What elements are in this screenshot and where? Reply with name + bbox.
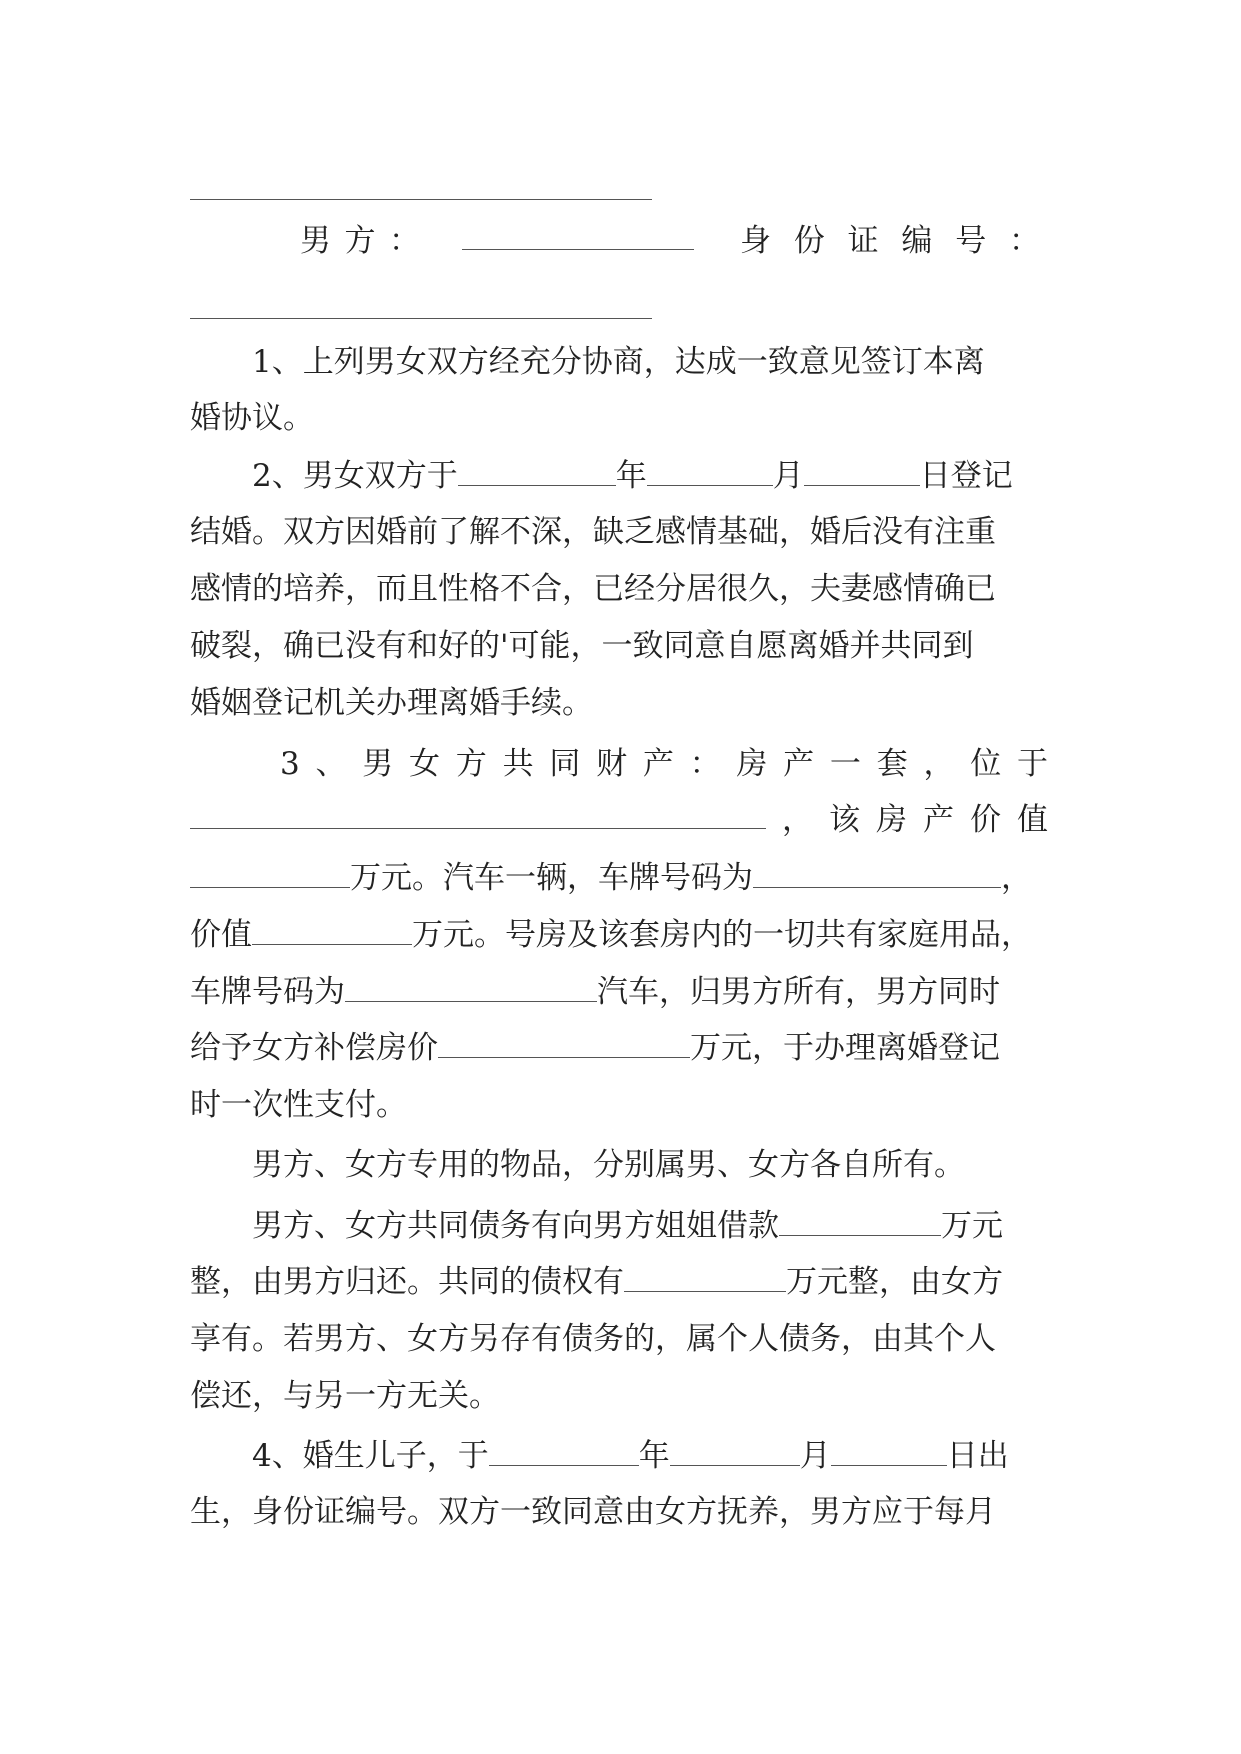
signature-underline (190, 199, 652, 200)
male-label: 男 方 ： (300, 223, 420, 259)
debt-amount-blank (779, 1207, 941, 1236)
male-name-blank (462, 221, 694, 250)
plate-number-blank (753, 859, 1001, 888)
paragraph-3-line-5: 车牌号码为 汽车，归男方所有，男方同时 (190, 974, 1000, 1010)
paragraph-5-line-4: 偿还，与另一方无关。 (190, 1378, 500, 1414)
paragraph-3-line-6: 给予女方补偿房价 万元，于办理离婚登记 (190, 1030, 1000, 1066)
marriage-year-blank (458, 457, 616, 486)
paragraph-3-line-4: 价值 万元。号房及该套房内的一切共有家庭用品， (190, 917, 1032, 953)
paragraph-5-line-3: 享有。若男方、女方另存有债务的，属个人债务，由其个人 (190, 1321, 996, 1357)
paragraph-2-line-4: 破裂，确已没有和好的'可能，一致同意自愿离婚并共同到 (190, 628, 974, 664)
car-value-blank (252, 916, 412, 945)
property-value-blank (190, 859, 350, 888)
paragraph-2-line-2: 结婚。双方因婚前了解不深，缺乏感情基础，婚后没有注重 (190, 514, 996, 550)
paragraph-5-line-1: 男方、女方共同债务有向男方姐姐借款 万元 (252, 1208, 1003, 1244)
birth-year-blank (489, 1437, 639, 1466)
birth-month-blank (670, 1437, 800, 1466)
paragraph-3-line-7: 时一次性支付。 (190, 1087, 407, 1123)
paragraph-1-line-2: 婚协议。 (190, 400, 314, 436)
id-number-underline (190, 318, 652, 319)
credit-amount-blank (624, 1263, 786, 1292)
paragraph-3-line-1: 3 、 男 女 方 共 同 财 产 ： 房 产 一 套 ， 位 于 (280, 746, 1048, 782)
paragraph-1-line-1: 1、上列男女双方经充分协商，达成一致意见签订本离 (252, 344, 985, 380)
plate-number-blank-2 (345, 973, 597, 1002)
birth-day-blank (831, 1437, 947, 1466)
paragraph-2-line-5: 婚姻登记机关办理离婚手续。 (190, 685, 593, 721)
paragraph-3-line-2: ， 该 房 产 价 值 (190, 800, 1048, 840)
paragraph-2-line-1: 2、男女双方于 年 月 日登记 (252, 458, 1013, 494)
paragraph-5-line-2: 整，由男方归还。共同的债权有 万元整，由女方 (190, 1264, 1003, 1300)
paragraph-2-line-3: 感情的培养，而且性格不合，已经分居很久，夫妻感情确已 (190, 571, 996, 607)
property-location-blank (190, 800, 766, 829)
id-number-label: 身 份 证 编 号 ： (740, 223, 1040, 259)
paragraph-3-line-3: 万元。汽车一辆，车牌号码为 ， (190, 858, 1048, 898)
marriage-month-blank (647, 457, 773, 486)
male-party-line (190, 221, 1048, 261)
paragraph-6-line-2: 生，身份证编号。双方一致同意由女方抚养，男方应于每月 (190, 1494, 996, 1530)
marriage-day-blank (804, 457, 920, 486)
compensation-blank (438, 1029, 690, 1058)
paragraph-6-line-1: 4、婚生儿子，于 年 月 日出 (252, 1438, 1009, 1474)
paragraph-4: 男方、女方专用的物品，分别属男、女方各自所有。 (252, 1147, 965, 1183)
